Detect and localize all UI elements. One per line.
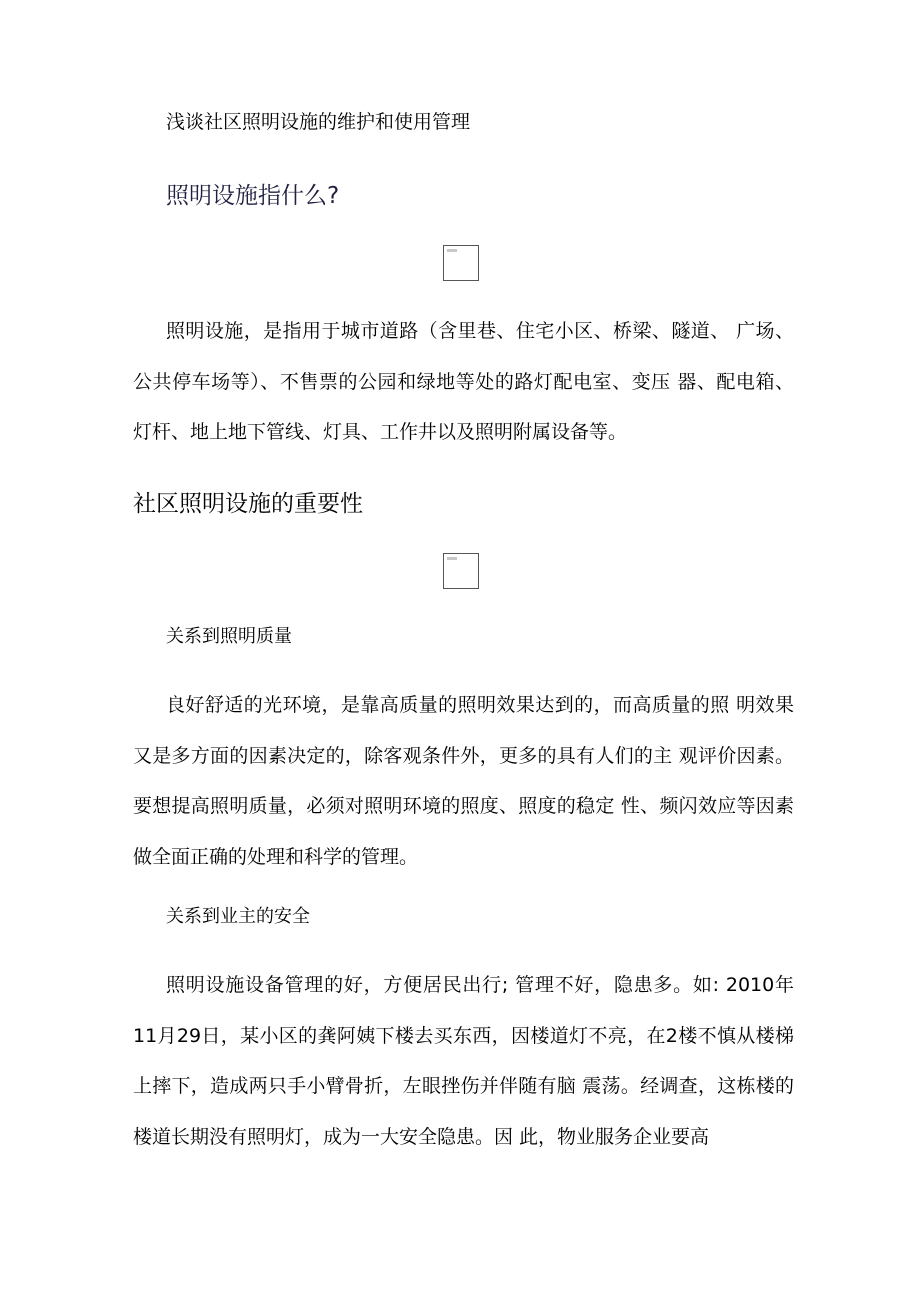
paragraph-lighting-definition: 照明设施，是指用于城市道路（含里巷、住宅小区、桥梁、隧道、 广场、公共停车场等）、不售票的公园和绿地等处的路灯配电室、变压 器、配电箱、灯杆、地上地下管线、灯具、工作井以及照明附属设备等。 <box>133 320 794 443</box>
paragraph-lighting-quality: 良好舒适的光环境，是靠高质量的照明效果达到的，而高质量的照 明效果又是多方面的因素决定的，除客观条件外，更多的具有人们的主 观评价因素。要想提高照明质量，必须对照明环境的照度、照度的稳定 性、频闪效应等因素做全面正确的处理和科学的管理。 <box>133 694 794 868</box>
image-placeholder-1 <box>443 245 479 281</box>
section-heading-importance: 社区照明设施的重要性 <box>133 491 363 517</box>
paragraph-resident-safety: 照明设施设备管理的好，方便居民出行; 管理不好，隐患多。如: 2010年11月29日，某小区的龚阿姨下楼去买东西，因楼道灯不亮，在2楼不慎从楼梯上摔下，造成两只手小臂骨折，左眼挫伤并伴随有脑 震荡。经调查，这栋楼的楼道长期没有照明灯，成为一大安全隐患。因 此，物业服务企业要高 <box>133 974 794 1148</box>
image-icon <box>447 557 457 560</box>
section-heading-lighting-definition: 照明设施指什么? <box>166 183 340 209</box>
document-title: 浅谈社区照明设施的维护和使用管理 <box>166 111 471 133</box>
image-placeholder-2 <box>443 553 479 589</box>
subheading-lighting-quality: 关系到照明质量 <box>166 626 292 647</box>
subheading-resident-safety: 关系到业主的安全 <box>166 906 310 927</box>
image-icon <box>447 249 457 252</box>
